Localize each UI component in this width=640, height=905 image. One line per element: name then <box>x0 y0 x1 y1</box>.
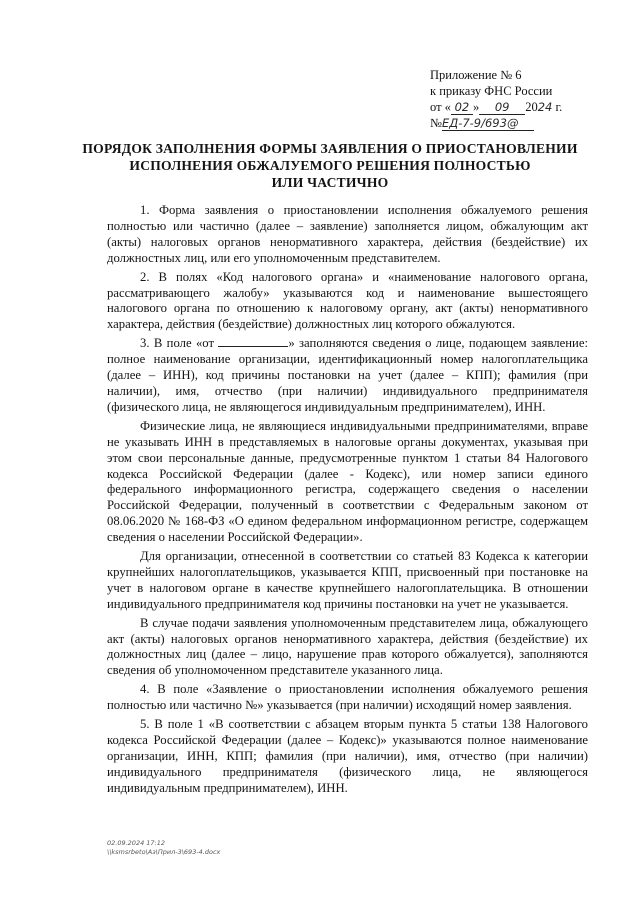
paragraph-5: Для организации, отнесенной в соответствии со статьей 83 Кодекса к категории крупнейших налогоплательщиков, указывается КПП, присвоенный при постановке на учет в налоговом органе в качестве крупнейшего налогоплательщика. В отношении индивидуального предпринимателя код причины постановки на учет не указывается. <box>107 549 588 611</box>
order-date: от « 02 » 09 2024 г. <box>430 100 563 114</box>
date-year-handwritten: 24 <box>537 100 553 114</box>
title-line-3: ИЛИ ЧАСТИЧНО <box>271 175 389 190</box>
date-month-handwritten: 09 <box>479 101 525 115</box>
blank-field-line <box>218 336 288 347</box>
paragraph-2: 2. В полях «Код налогового органа» и «наименование налогового органа, рассматривающего жалобу» указываются код и наименование вышестоящего налогового органа по отношению к налоговому органу, акт (акты) ненормативного характера, действия (бездействие) должностных лиц которого обжалуются. <box>107 269 588 332</box>
order-number: №ЕД-7-9/693@ <box>430 115 562 131</box>
paragraph-1: 1. Форма заявления о приостановлении исполнения обжалуемого решения полностью или частично (далее – заявление) заполняется лицом, обжалующим акт (акты) налоговых органов ненормативного характера, действия (бездействие) их должностных лиц, или его уполномоченным представителем. <box>107 203 588 265</box>
date-day-handwritten: 02 <box>451 101 473 115</box>
footer-file-path: \\ksmsrbeto\Аз\Прил-3\693-4.docx <box>107 848 221 856</box>
document-body <box>107 203 588 800</box>
file-footer <box>107 839 220 857</box>
document-title <box>80 140 580 191</box>
title-line-2: ИСПОЛНЕНИЯ ОБЖАЛУЕМОГО РЕШЕНИЯ ПОЛНОСТЬЮ <box>129 158 531 173</box>
footer-timestamp: 02.09.2024 17:12 <box>107 839 166 847</box>
paragraph-6: В случае подачи заявления уполномоченным представителем лица, обжалующего акт (акты) налоговых органов ненормативного характера, действия (бездействие) их должностных лиц (далее – лицо, нарушение прав которого обжалуется), заполняются сведения об уполномоченном представителе указанного лица. <box>107 615 588 678</box>
paragraph-3: 3. В поле «от » заполняются сведения о лице, подающем заявление: полное наименование организации, идентификационный номер налогоплательщика (далее – ИНН), код причины постановки на учет (далее – КПП); фамилия (при наличии), имя, отчество (при наличии) индивидуального предпринимателя (физического лица, не являющегося индивидуальным предпринимателем), ИНН. <box>107 336 588 414</box>
paragraph-8: 5. В поле 1 «В соответствии с абзацем вторым пункта 5 статьи 138 Налогового кодекса Российской Федерации (далее – Кодекс)» указываются полное наименование организации, ИНН, КПП; фамилия (при наличии), имя, отчество (при наличии) индивидуального предпринимателя (физического лица, не являющегося индивидуальным предпринимателем), ИНН. <box>107 717 588 795</box>
paragraph-4: Физические лица, не являющиеся индивидуальными предпринимателями, вправе не указывать ИНН в представляемых в налоговые органы документах, указывая при этом свои персональные данные, предусмотренные пунктом 1 статьи 84 Налогового кодекса Российской Федерации (далее - Кодекс), или номер записи единого федерального информационного регистра, содержащего сведения о населении Российской Федерации, полученный в соответствии с Федеральным законом от 08.06.2020 № 168-ФЗ «О едином федеральном информационном регистре, содержащем сведения о населении Российской Федерации». <box>107 418 588 545</box>
paragraph-7: 4. В поле «Заявление о приостановлении исполнения обжалуемого решения полностью или частично №» указывается (при наличии) исходящий номер заявления. <box>107 682 588 713</box>
approval-header <box>430 67 562 131</box>
order-number-handwritten: ЕД-7-9/693@ <box>442 117 534 131</box>
appendix-number: Приложение № 6 <box>430 68 522 82</box>
title-line-1: ПОРЯДОК ЗАПОЛНЕНИЯ ФОРМЫ ЗАЯВЛЕНИЯ О ПРИОСТАНОВЛЕНИИ <box>82 141 578 156</box>
order-reference: к приказу ФНС России <box>430 84 553 98</box>
